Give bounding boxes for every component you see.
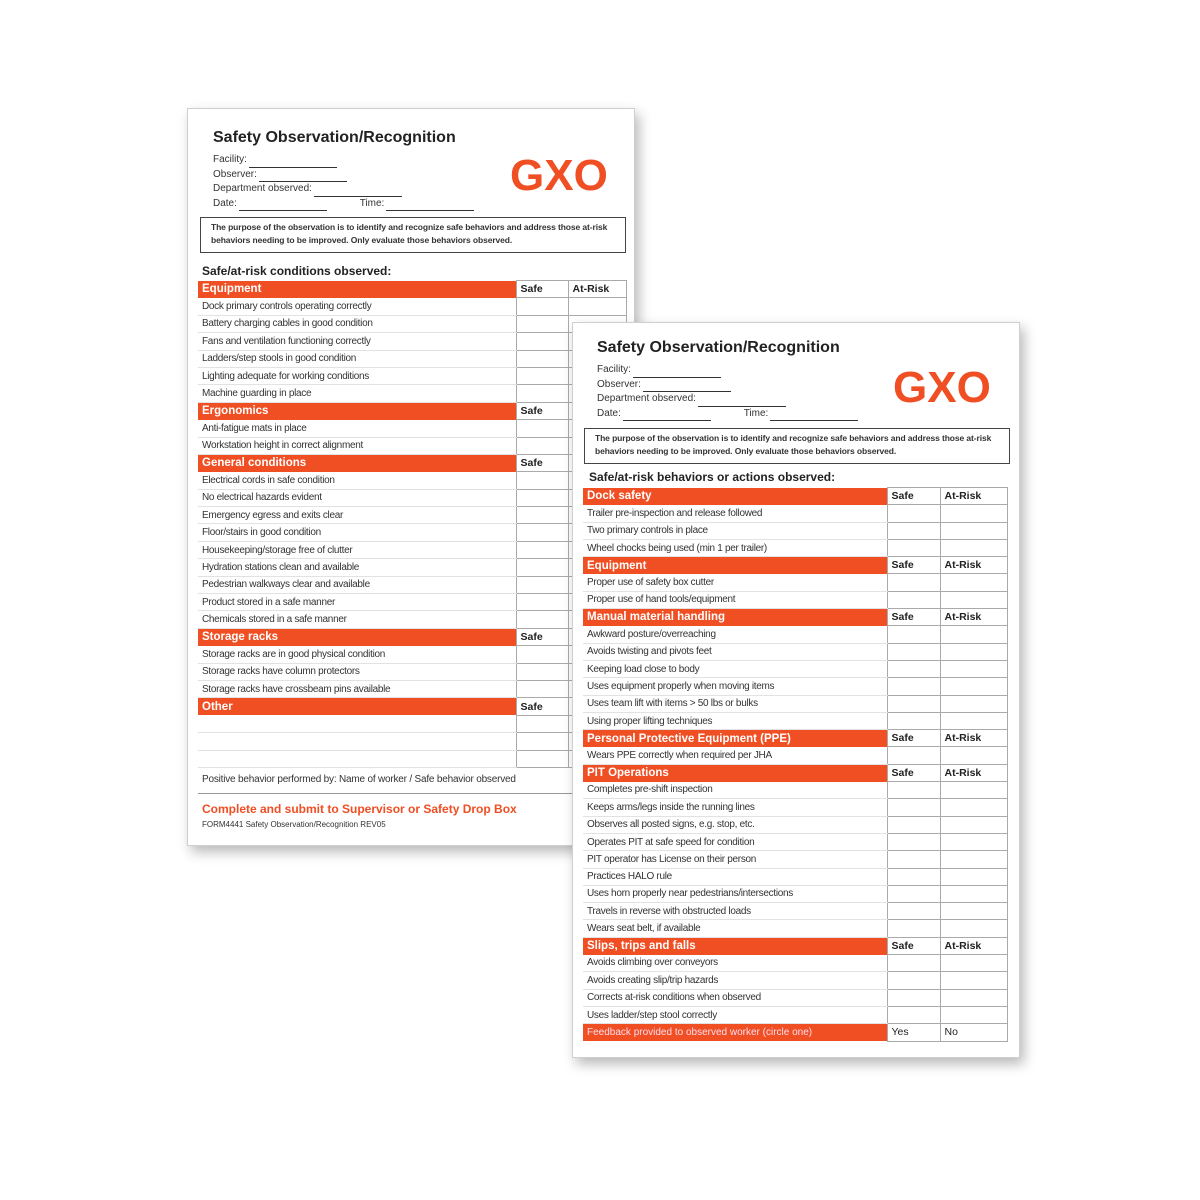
safe-checkbox[interactable] — [887, 920, 940, 937]
at-risk-column-header: At-Risk — [940, 937, 1007, 954]
section-header-slips-trips-and-falls — [583, 937, 1007, 954]
checklist-item — [198, 750, 516, 767]
safe-checkbox[interactable] — [516, 524, 568, 541]
safe-checkbox[interactable] — [887, 1006, 940, 1023]
at-risk-checkbox[interactable] — [940, 591, 1007, 608]
observer-field[interactable] — [643, 381, 731, 392]
at-risk-checkbox[interactable] — [940, 660, 1007, 677]
behaviors-table — [583, 487, 1008, 1042]
checklist-item: Wears PPE correctly when required per JHA — [583, 747, 887, 764]
section-title: Other — [198, 698, 516, 715]
checklist-item: Wears seat belt, if available — [583, 920, 887, 937]
safe-checkbox[interactable] — [516, 559, 568, 576]
safe-column-header: Safe — [516, 402, 568, 419]
department-field[interactable] — [698, 396, 786, 407]
section-header-ergonomics — [198, 402, 626, 419]
safe-checkbox[interactable] — [516, 298, 568, 315]
observer-field[interactable] — [259, 171, 347, 182]
checklist-item: Wheel chocks being used (min 1 per trailer) — [583, 539, 887, 556]
safe-column-header: Safe — [887, 488, 940, 505]
checklist-row — [198, 524, 626, 541]
checklist-item: Observes all posted signs, e.g. stop, etc. — [583, 816, 887, 833]
safe-checkbox[interactable] — [887, 591, 940, 608]
checklist-row — [198, 298, 626, 315]
positive-behavior-note: Positive behavior performed by: Name of worker / Safe behavior observed — [202, 774, 516, 785]
at-risk-checkbox[interactable] — [940, 885, 1007, 902]
checklist-row — [583, 903, 1007, 920]
at-risk-column-header: At-Risk — [940, 609, 1007, 626]
safe-checkbox[interactable] — [887, 816, 940, 833]
checklist-item: Battery charging cables in good condition — [198, 315, 516, 332]
checklist-item: Avoids climbing over conveyors — [583, 955, 887, 972]
purpose-statement: The purpose of the observation is to identify and recognize safe behaviors and address those at-risk behaviors needing to be improved. Only evaluate those behaviors observed. — [200, 217, 626, 253]
at-risk-checkbox[interactable] — [940, 851, 1007, 868]
purpose-statement: The purpose of the observation is to identify and recognize safe behaviors and address those at-risk behaviors needing to be improved. Only evaluate those behaviors observed. — [584, 428, 1010, 464]
checklist-item: Workstation height in correct alignment — [198, 437, 516, 454]
checklist-row — [198, 576, 626, 593]
checklist-row — [583, 920, 1007, 937]
checklist-row — [198, 559, 626, 576]
at-risk-column-header: At-Risk — [940, 488, 1007, 505]
checklist-item: Uses team lift with items > 50 lbs or bulks — [583, 695, 887, 712]
checklist-item: Corrects at-risk conditions when observed — [583, 989, 887, 1006]
safety-form-card-back — [187, 108, 635, 846]
form-title: Safety Observation/Recognition — [597, 339, 840, 356]
safe-checkbox[interactable] — [516, 663, 568, 680]
checklist-row — [583, 816, 1007, 833]
checklist-item: Ladders/step stools in good condition — [198, 350, 516, 367]
checklist-row — [583, 522, 1007, 539]
safe-checkbox[interactable] — [887, 989, 940, 1006]
safe-checkbox[interactable] — [887, 522, 940, 539]
checklist-item: Avoids twisting and pivots feet — [583, 643, 887, 660]
facility-field[interactable] — [633, 367, 721, 378]
checklist-row — [583, 833, 1007, 850]
safe-checkbox[interactable] — [516, 715, 568, 732]
at-risk-checkbox[interactable] — [940, 989, 1007, 1006]
checklist-row — [198, 350, 626, 367]
checklist-item: Housekeeping/storage free of clutter — [198, 541, 516, 558]
form-number: FORM4441 Safety Observation/Recognition REV05 — [202, 820, 386, 829]
checklist-item — [198, 715, 516, 732]
checklist-item: Uses horn properly near pedestrians/intersections — [583, 885, 887, 902]
checklist-item: Chemicals stored in a safe manner — [198, 611, 516, 628]
checklist-item: Floor/stairs in good condition — [198, 524, 516, 541]
section-title: Storage racks — [198, 628, 516, 645]
checklist-row — [198, 680, 626, 697]
checklist-row — [583, 539, 1007, 556]
safe-column-header: Safe — [887, 937, 940, 954]
checklist-item: Uses ladder/step stool correctly — [583, 1006, 887, 1023]
feedback-no-option[interactable]: No — [940, 1024, 1007, 1041]
checklist-row — [583, 660, 1007, 677]
date-field[interactable] — [623, 410, 711, 421]
checklist-item: Using proper lifting techniques — [583, 712, 887, 729]
safe-checkbox[interactable] — [516, 472, 568, 489]
checklist-item: Uses equipment properly when moving items — [583, 678, 887, 695]
section-header-pit-operations — [583, 764, 1007, 781]
section-title: Personal Protective Equipment (PPE) — [583, 730, 887, 747]
checklist-row — [583, 799, 1007, 816]
checklist-item: Hydration stations clean and available — [198, 559, 516, 576]
at-risk-checkbox[interactable] — [940, 782, 1007, 799]
form-fields — [213, 153, 474, 211]
checklist-item: Avoids creating slip/trip hazards — [583, 972, 887, 989]
conditions-table — [198, 280, 627, 768]
checklist-item: Storage racks have crossbeam pins available — [198, 680, 516, 697]
time-label: Time: — [743, 407, 769, 419]
safe-checkbox[interactable] — [516, 646, 568, 663]
checklist-item: Proper use of hand tools/equipment — [583, 591, 887, 608]
at-risk-checkbox[interactable] — [940, 920, 1007, 937]
checklist-row — [198, 420, 626, 437]
at-risk-checkbox[interactable] — [940, 643, 1007, 660]
safe-checkbox[interactable] — [887, 678, 940, 695]
department-label: Department observed: — [213, 183, 312, 194]
at-risk-checkbox[interactable] — [940, 1006, 1007, 1023]
checklist-row — [583, 695, 1007, 712]
safe-checkbox[interactable] — [887, 955, 940, 972]
safe-checkbox[interactable] — [887, 626, 940, 643]
checklist-row — [583, 989, 1007, 1006]
checklist-item: Completes pre-shift inspection — [583, 782, 887, 799]
safe-checkbox[interactable] — [516, 489, 568, 506]
at-risk-checkbox[interactable] — [940, 816, 1007, 833]
safe-checkbox[interactable] — [887, 903, 940, 920]
safe-checkbox[interactable] — [887, 505, 940, 522]
checklist-row — [198, 733, 626, 750]
at-risk-checkbox[interactable] — [940, 955, 1007, 972]
at-risk-checkbox[interactable] — [940, 799, 1007, 816]
safe-checkbox[interactable] — [887, 574, 940, 591]
safe-checkbox[interactable] — [887, 643, 940, 660]
department-label: Department observed: — [597, 393, 696, 404]
form-fields — [597, 363, 858, 421]
safe-checkbox[interactable] — [516, 576, 568, 593]
safe-column-header: Safe — [887, 764, 940, 781]
checklist-item: No electrical hazards evident — [198, 489, 516, 506]
at-risk-checkbox[interactable] — [940, 712, 1007, 729]
safe-column-header: Safe — [516, 281, 568, 298]
checklist-row — [198, 715, 626, 732]
section-title: Slips, trips and falls — [583, 937, 887, 954]
checklist-item: Dock primary controls operating correctly — [198, 298, 516, 315]
checklist-item: Travels in reverse with obstructed loads — [583, 903, 887, 920]
checklist-row — [198, 333, 626, 350]
checklist-item: Storage racks are in good physical condition — [198, 646, 516, 663]
at-risk-column-header: At-Risk — [940, 557, 1007, 574]
checklist-item: Pedestrian walkways clear and available — [198, 576, 516, 593]
section-header-other — [198, 698, 626, 715]
safe-checkbox[interactable] — [516, 333, 568, 350]
checklist-item: Trailer pre-inspection and release followed — [583, 505, 887, 522]
section-title: Dock safety — [583, 488, 887, 505]
safe-checkbox[interactable] — [516, 750, 568, 767]
checklist-row — [198, 611, 626, 628]
checklist-row — [198, 541, 626, 558]
time-field[interactable] — [386, 200, 474, 211]
section-header-equipment — [198, 281, 626, 298]
section-header-general-conditions — [198, 454, 626, 471]
safe-column-header: Safe — [516, 628, 568, 645]
safe-checkbox[interactable] — [516, 437, 568, 454]
checklist-item: Keeps arms/legs inside the running lines — [583, 799, 887, 816]
checklist-row — [198, 367, 626, 384]
checklist-item — [198, 733, 516, 750]
at-risk-column-header: At-Risk — [568, 281, 626, 298]
checklist-row — [583, 955, 1007, 972]
checklist-item: Fans and ventilation functioning correctly — [198, 333, 516, 350]
section-title: Ergonomics — [198, 402, 516, 419]
safe-checkbox[interactable] — [887, 833, 940, 850]
checklist-item: Product stored in a safe manner — [198, 594, 516, 611]
time-label: Time: — [359, 197, 385, 209]
safe-checkbox[interactable] — [887, 799, 940, 816]
checklist-row — [583, 591, 1007, 608]
at-risk-checkbox[interactable] — [940, 574, 1007, 591]
facility-label: Facility: — [213, 154, 247, 165]
gxo-logo: GXO — [510, 151, 608, 200]
safe-checkbox[interactable] — [887, 972, 940, 989]
safe-checkbox[interactable] — [516, 420, 568, 437]
facility-field[interactable] — [249, 157, 337, 168]
feedback-row — [583, 1024, 1007, 1041]
checklist-row — [583, 1006, 1007, 1023]
at-risk-checkbox[interactable] — [940, 522, 1007, 539]
checklist-item: PIT operator has License on their person — [583, 851, 887, 868]
checklist-item: Emergency egress and exits clear — [198, 507, 516, 524]
checklist-row — [198, 315, 626, 332]
safe-checkbox[interactable] — [887, 782, 940, 799]
date-label: Date: — [213, 197, 237, 209]
checklist-row — [198, 750, 626, 767]
checklist-item: Awkward posture/overreaching — [583, 626, 887, 643]
checklist-row — [198, 489, 626, 506]
checklist-row — [198, 646, 626, 663]
checklist-row — [583, 885, 1007, 902]
section-header-manual-material-handling — [583, 609, 1007, 626]
checklist-item: Anti-fatigue mats in place — [198, 420, 516, 437]
safe-column-header: Safe — [887, 730, 940, 747]
submit-instructions: Complete and submit to Supervisor or Safety Drop Box — [202, 802, 517, 816]
section-header-dock-safety — [583, 488, 1007, 505]
safe-checkbox[interactable] — [516, 594, 568, 611]
checklist-row — [198, 437, 626, 454]
section-header-personal-protective-equipment-ppe — [583, 730, 1007, 747]
feedback-yes-option[interactable]: Yes — [887, 1024, 940, 1041]
safe-checkbox[interactable] — [887, 747, 940, 764]
date-field[interactable] — [239, 200, 327, 211]
section-title: PIT Operations — [583, 764, 887, 781]
at-risk-checkbox[interactable] — [940, 747, 1007, 764]
behaviors-heading: Safe/at-risk behaviors or actions observed: — [589, 470, 836, 484]
facility-label: Facility: — [597, 364, 631, 375]
at-risk-checkbox[interactable] — [940, 833, 1007, 850]
checklist-row — [198, 472, 626, 489]
at-risk-column-header: At-Risk — [940, 730, 1007, 747]
safe-checkbox[interactable] — [516, 680, 568, 697]
at-risk-checkbox[interactable] — [940, 695, 1007, 712]
safe-checkbox[interactable] — [516, 350, 568, 367]
checklist-item: Proper use of safety box cutter — [583, 574, 887, 591]
section-title: Equipment — [583, 557, 887, 574]
footer-divider — [198, 793, 626, 794]
safe-column-header: Safe — [887, 557, 940, 574]
at-risk-checkbox[interactable] — [940, 678, 1007, 695]
section-title: Equipment — [198, 281, 516, 298]
checklist-row — [198, 507, 626, 524]
safe-column-header: Safe — [887, 609, 940, 626]
safe-checkbox[interactable] — [887, 885, 940, 902]
at-risk-checkbox[interactable] — [940, 903, 1007, 920]
safe-checkbox[interactable] — [516, 611, 568, 628]
at-risk-column-header: At-Risk — [940, 764, 1007, 781]
checklist-row — [583, 505, 1007, 522]
time-field[interactable] — [770, 410, 858, 421]
section-header-equipment — [583, 557, 1007, 574]
checklist-item: Storage racks have column protectors — [198, 663, 516, 680]
checklist-item: Keeping load close to body — [583, 660, 887, 677]
checklist-item: Operates PIT at safe speed for condition — [583, 833, 887, 850]
form-title: Safety Observation/Recognition — [213, 129, 456, 146]
checklist-row — [198, 385, 626, 402]
checklist-row — [583, 643, 1007, 660]
safe-checkbox[interactable] — [516, 733, 568, 750]
gxo-logo: GXO — [893, 363, 991, 412]
safe-checkbox[interactable] — [516, 315, 568, 332]
feedback-label: Feedback provided to observed worker (circle one) — [583, 1024, 887, 1041]
at-risk-checkbox[interactable] — [940, 972, 1007, 989]
observer-label: Observer: — [597, 378, 641, 390]
checklist-item: Electrical cords in safe condition — [198, 472, 516, 489]
safe-checkbox[interactable] — [516, 507, 568, 524]
checklist-row — [583, 712, 1007, 729]
checklist-row — [583, 972, 1007, 989]
at-risk-checkbox[interactable] — [940, 868, 1007, 885]
checklist-item: Machine guarding in place — [198, 385, 516, 402]
checklist-row — [583, 747, 1007, 764]
section-header-storage-racks — [198, 628, 626, 645]
observer-label: Observer: — [213, 168, 257, 180]
department-field[interactable] — [314, 186, 402, 197]
checklist-row — [583, 782, 1007, 799]
at-risk-checkbox[interactable] — [940, 539, 1007, 556]
at-risk-checkbox[interactable] — [568, 298, 626, 315]
date-label: Date: — [597, 407, 621, 419]
safe-checkbox[interactable] — [887, 539, 940, 556]
checklist-row — [583, 626, 1007, 643]
at-risk-checkbox[interactable] — [940, 626, 1007, 643]
section-title: Manual material handling — [583, 609, 887, 626]
safe-checkbox[interactable] — [887, 660, 940, 677]
safe-checkbox[interactable] — [887, 695, 940, 712]
checklist-item: Two primary controls in place — [583, 522, 887, 539]
safe-column-header: Safe — [516, 698, 568, 715]
checklist-row — [198, 663, 626, 680]
safety-form-card-front — [572, 322, 1020, 1058]
checklist-row — [198, 594, 626, 611]
at-risk-checkbox[interactable] — [940, 505, 1007, 522]
conditions-heading: Safe/at-risk conditions observed: — [202, 264, 392, 278]
safe-checkbox[interactable] — [887, 851, 940, 868]
safe-checkbox[interactable] — [516, 385, 568, 402]
checklist-row — [583, 678, 1007, 695]
safe-checkbox[interactable] — [516, 367, 568, 384]
checklist-item: Lighting adequate for working conditions — [198, 367, 516, 384]
safe-checkbox[interactable] — [887, 868, 940, 885]
safe-checkbox[interactable] — [887, 712, 940, 729]
checklist-row — [583, 868, 1007, 885]
checklist-row — [583, 574, 1007, 591]
safe-checkbox[interactable] — [516, 541, 568, 558]
checklist-item: Practices HALO rule — [583, 868, 887, 885]
section-title: General conditions — [198, 454, 516, 471]
checklist-row — [583, 851, 1007, 868]
safe-column-header: Safe — [516, 454, 568, 471]
